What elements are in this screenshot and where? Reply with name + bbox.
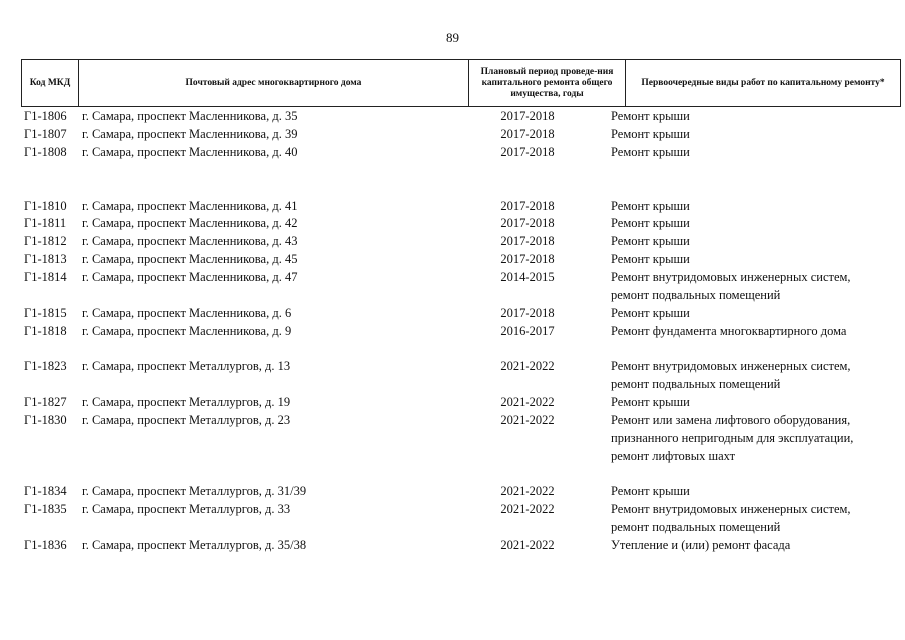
row-address: г. Самара, проспект Металлургов, д. 35/38 — [82, 538, 307, 552]
works-line: Ремонт крыши — [611, 216, 690, 230]
row-period: 2021-2022 — [500, 538, 555, 552]
works-line: Ремонт крыши — [611, 395, 690, 409]
header-address: Почтовый адрес многоквартирного дома — [79, 60, 469, 106]
row-works — [611, 411, 896, 465]
row-code: Г1-1827 — [24, 395, 67, 409]
row-period: 2021-2022 — [500, 484, 555, 498]
row-period: 2017-2018 — [500, 145, 555, 159]
row-works — [611, 393, 896, 411]
row-code: Г1-1818 — [24, 324, 67, 338]
works-line: признанного непригодным для эксплуатации, — [611, 431, 854, 445]
row-works — [611, 125, 896, 143]
row-address: г. Самара, проспект Масленникова, д. 42 — [82, 216, 298, 230]
row-code: Г1-1807 — [24, 127, 67, 141]
works-line: Ремонт или замена лифтового оборудования, — [611, 413, 851, 427]
row-period: 2017-2018 — [500, 199, 555, 213]
row-period: 2016-2017 — [500, 324, 555, 338]
works-line: ремонт подвальных помещений — [611, 377, 781, 391]
works-line: Ремонт крыши — [611, 306, 690, 320]
row-works — [611, 232, 896, 250]
row-code: Г1-1830 — [24, 413, 67, 427]
works-line: ремонт лифтовых шахт — [611, 449, 736, 463]
row-address: г. Самара, проспект Металлургов, д. 13 — [82, 359, 291, 373]
works-line: Ремонт внутридомовых инженерных систем, — [611, 270, 851, 284]
page-number: 89 — [446, 30, 459, 45]
header-period: Плановый период проведе-ния капитального ремонта общего имущества, годы — [469, 60, 626, 106]
row-period: 2021-2022 — [500, 395, 555, 409]
works-line: Ремонт крыши — [611, 252, 690, 266]
row-period: 2017-2018 — [500, 252, 555, 266]
row-works — [611, 536, 896, 554]
works-line: ремонт подвальных помещений — [611, 520, 781, 534]
row-works — [611, 107, 896, 125]
row-address: г. Самара, проспект Металлургов, д. 19 — [82, 395, 291, 409]
works-line: Ремонт крыши — [611, 234, 690, 248]
row-period: 2014-2015 — [500, 270, 555, 284]
row-code: Г1-1811 — [24, 216, 67, 230]
row-address: г. Самара, проспект Масленникова, д. 39 — [82, 127, 298, 141]
row-works — [611, 214, 896, 232]
row-period: 2017-2018 — [500, 109, 555, 123]
row-works — [611, 322, 896, 340]
row-period: 2017-2018 — [500, 216, 555, 230]
row-code: Г1-1808 — [24, 145, 67, 159]
row-period: 2017-2018 — [500, 306, 555, 320]
works-line: Ремонт крыши — [611, 109, 690, 123]
row-period: 2021-2022 — [500, 413, 555, 427]
header-works: Первоочередные виды работ по капитальному ремонту* — [641, 77, 885, 88]
row-address: г. Самара, проспект Масленникова, д. 40 — [82, 145, 298, 159]
row-code: Г1-1813 — [24, 252, 67, 266]
row-period: 2017-2018 — [500, 127, 555, 141]
table-header — [21, 59, 901, 107]
row-address: г. Самара, проспект Масленникова, д. 6 — [82, 306, 292, 320]
works-line: ремонт подвальных помещений — [611, 288, 781, 302]
works-line: Ремонт крыши — [611, 145, 690, 159]
row-works — [611, 357, 896, 393]
row-works — [611, 304, 896, 322]
row-code: Г1-1836 — [24, 538, 67, 552]
row-address: г. Самара, проспект Масленникова, д. 35 — [82, 109, 298, 123]
row-address: г. Самара, проспект Металлургов, д. 33 — [82, 502, 291, 516]
row-works — [611, 250, 896, 268]
header-code: Код МКД — [22, 60, 79, 106]
row-address: г. Самара, проспект Масленникова, д. 43 — [82, 234, 298, 248]
works-line: Ремонт крыши — [611, 127, 690, 141]
row-works — [611, 268, 896, 304]
row-code: Г1-1815 — [24, 306, 67, 320]
row-code: Г1-1812 — [24, 234, 67, 248]
row-address: г. Самара, проспект Металлургов, д. 31/39 — [82, 484, 307, 498]
row-address: г. Самара, проспект Масленникова, д. 47 — [82, 270, 298, 284]
row-works — [611, 143, 896, 161]
row-works — [611, 482, 896, 500]
row-code: Г1-1806 — [24, 109, 67, 123]
works-line: Ремонт внутридомовых инженерных систем, — [611, 359, 851, 373]
works-line: Ремонт фундамента многоквартирного дома — [611, 324, 847, 338]
row-address: г. Самара, проспект Масленникова, д. 41 — [82, 199, 298, 213]
row-period: 2021-2022 — [500, 359, 555, 373]
row-works — [611, 197, 896, 215]
row-code: Г1-1810 — [24, 199, 67, 213]
row-code: Г1-1834 — [24, 484, 67, 498]
row-code: Г1-1835 — [24, 502, 67, 516]
row-address: г. Самара, проспект Масленникова, д. 45 — [82, 252, 298, 266]
works-line: Ремонт крыши — [611, 484, 690, 498]
works-line: Ремонт крыши — [611, 199, 690, 213]
works-line: Ремонт внутридомовых инженерных систем, — [611, 502, 851, 516]
row-code: Г1-1823 — [24, 359, 67, 373]
row-code: Г1-1814 — [24, 270, 67, 284]
row-period: 2017-2018 — [500, 234, 555, 248]
works-line: Утепление и (или) ремонт фасада — [611, 538, 791, 552]
row-period: 2021-2022 — [500, 502, 555, 516]
row-address: г. Самара, проспект Металлургов, д. 23 — [82, 413, 291, 427]
row-works — [611, 500, 896, 536]
row-address: г. Самара, проспект Масленникова, д. 9 — [82, 324, 292, 338]
